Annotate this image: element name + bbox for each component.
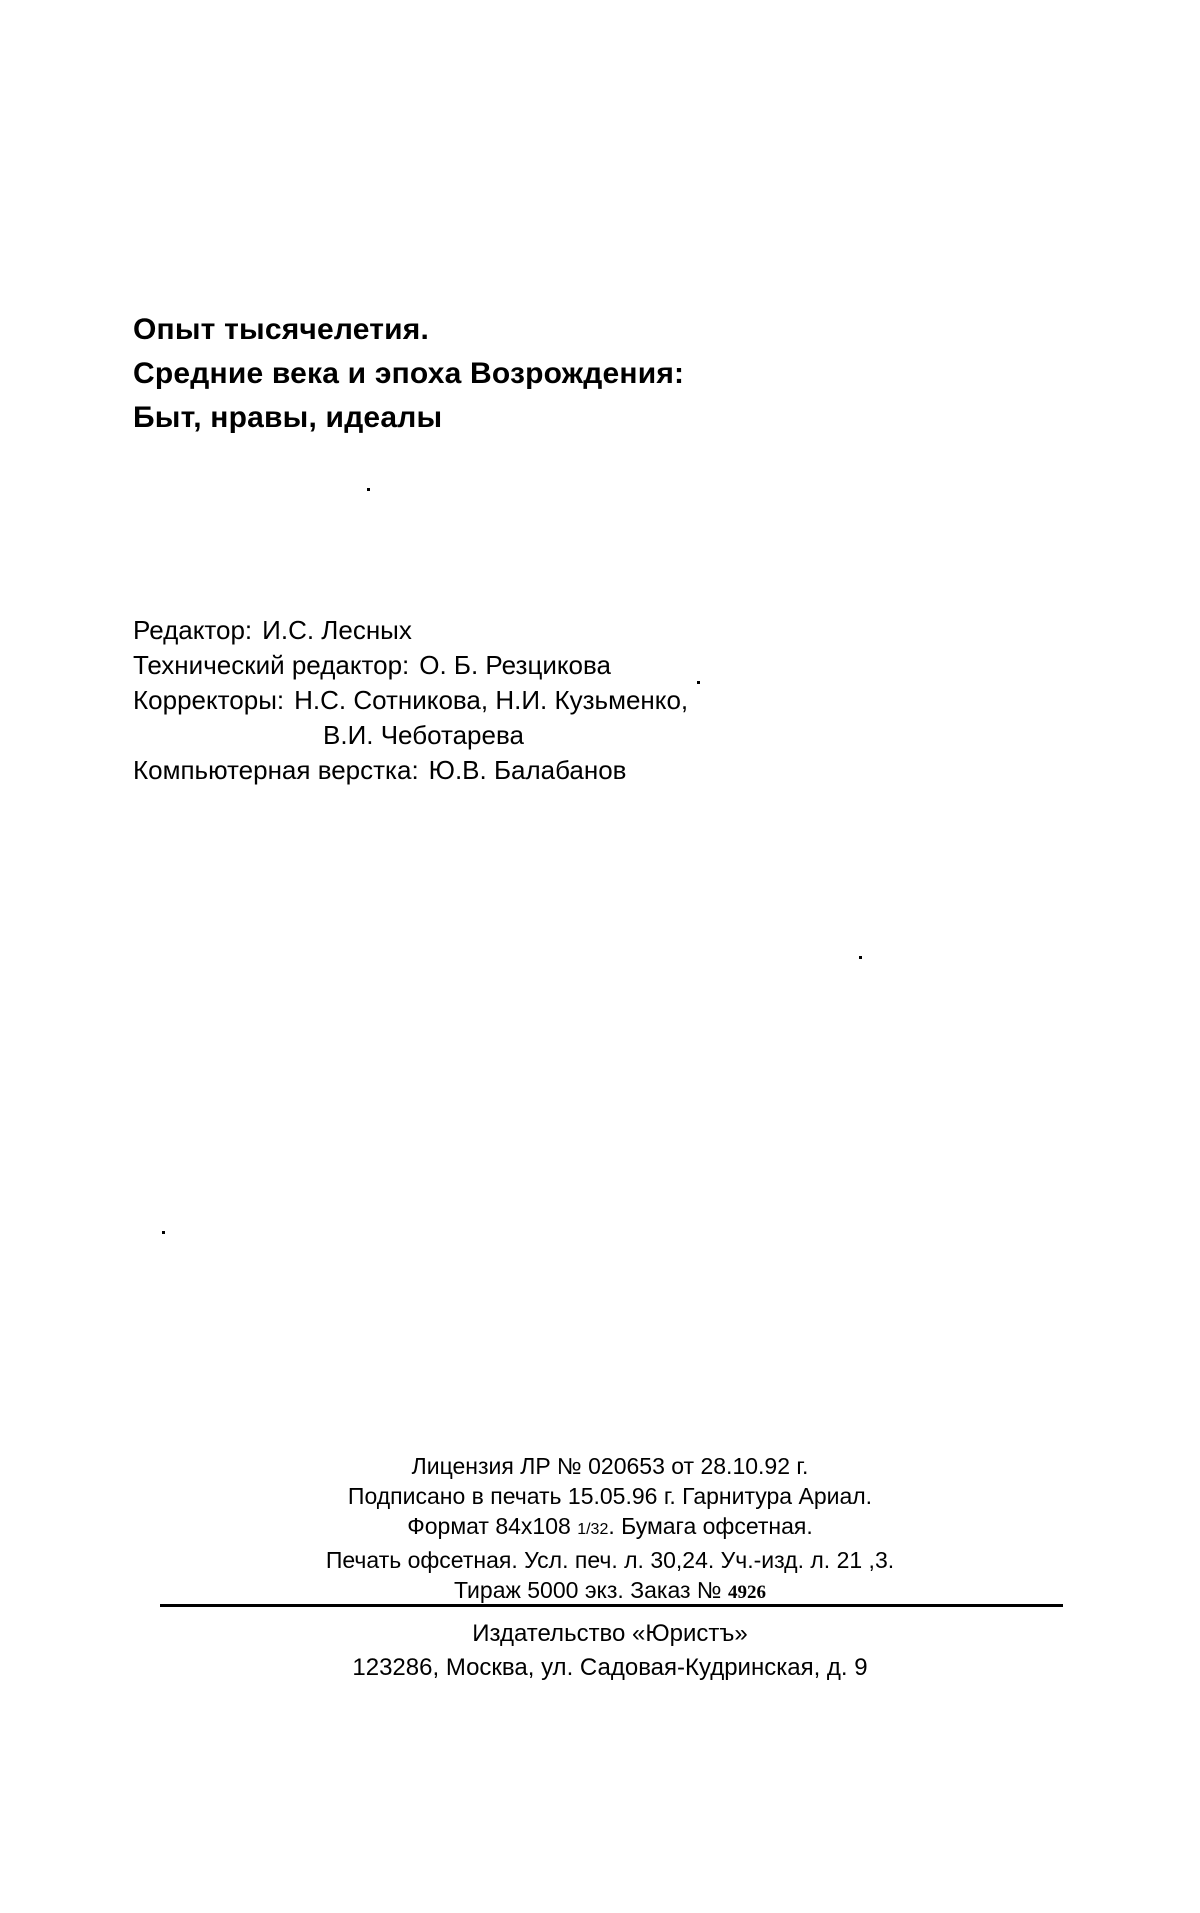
title-line-3: Быт, нравы, идеалы	[133, 401, 443, 434]
title-line-2: Средние века и эпоха Возрождения:	[133, 357, 685, 390]
editor-name: И.С. Лесных	[262, 615, 412, 645]
publisher-block	[160, 1617, 1060, 1685]
format-line	[160, 1511, 1060, 1545]
scan-speck	[697, 681, 700, 684]
scan-speck	[859, 956, 862, 959]
publisher-address: 123286, Москва, ул. Садовая-Кудринская, д. 9	[352, 1654, 868, 1681]
scan-speck	[367, 488, 370, 491]
imprint-block	[160, 1451, 1060, 1608]
format-prefix: Формат 84х108	[407, 1513, 571, 1539]
license-line: Лицензия ЛР № 020653 от 28.10.92 г.	[411, 1453, 809, 1479]
book-title	[133, 308, 684, 440]
proofreaders-names-1: Н.С. Сотникова, Н.И. Кузьменко,	[294, 685, 689, 715]
signed-line: Подписано в печать 15.05.96 г. Гарнитура Ариал.	[347, 1483, 873, 1509]
layout-role: Компьютерная верстка:	[133, 755, 419, 785]
proofreaders-credit	[133, 683, 688, 718]
proofreaders-names-2: В.И. Чеботарева	[323, 720, 524, 750]
tech-editor-name: О. Б. Резцикова	[419, 650, 611, 680]
publisher-name: Издательство «Юристъ»	[472, 1620, 748, 1647]
format-suffix: . Бумага офсетная.	[608, 1513, 813, 1539]
proofreaders-role: Корректоры:	[133, 685, 285, 715]
scan-speck	[162, 1231, 165, 1234]
order-number: 4926	[727, 1582, 766, 1603]
printing-line: Печать офсетная. Усл. печ. л. 30,24. Уч.-изд. л. 21 ,3.	[325, 1547, 895, 1573]
editor-role: Редактор:	[133, 615, 253, 645]
tech-editor-role: Технический редактор:	[133, 650, 410, 680]
title-line-1: Опыт тысячелетия.	[133, 313, 430, 346]
layout-name: Ю.В. Балабанов	[428, 755, 627, 785]
editor-credit	[133, 613, 688, 648]
proofreaders-names-continued	[133, 718, 688, 753]
tech-editor-credit	[133, 648, 688, 683]
layout-credit	[133, 753, 688, 788]
format-fraction: 1/32	[577, 1521, 609, 1538]
divider-rule	[160, 1604, 1063, 1607]
run-prefix: Тираж 5000 экз. Заказ №	[454, 1577, 722, 1603]
credits-block	[133, 613, 688, 788]
